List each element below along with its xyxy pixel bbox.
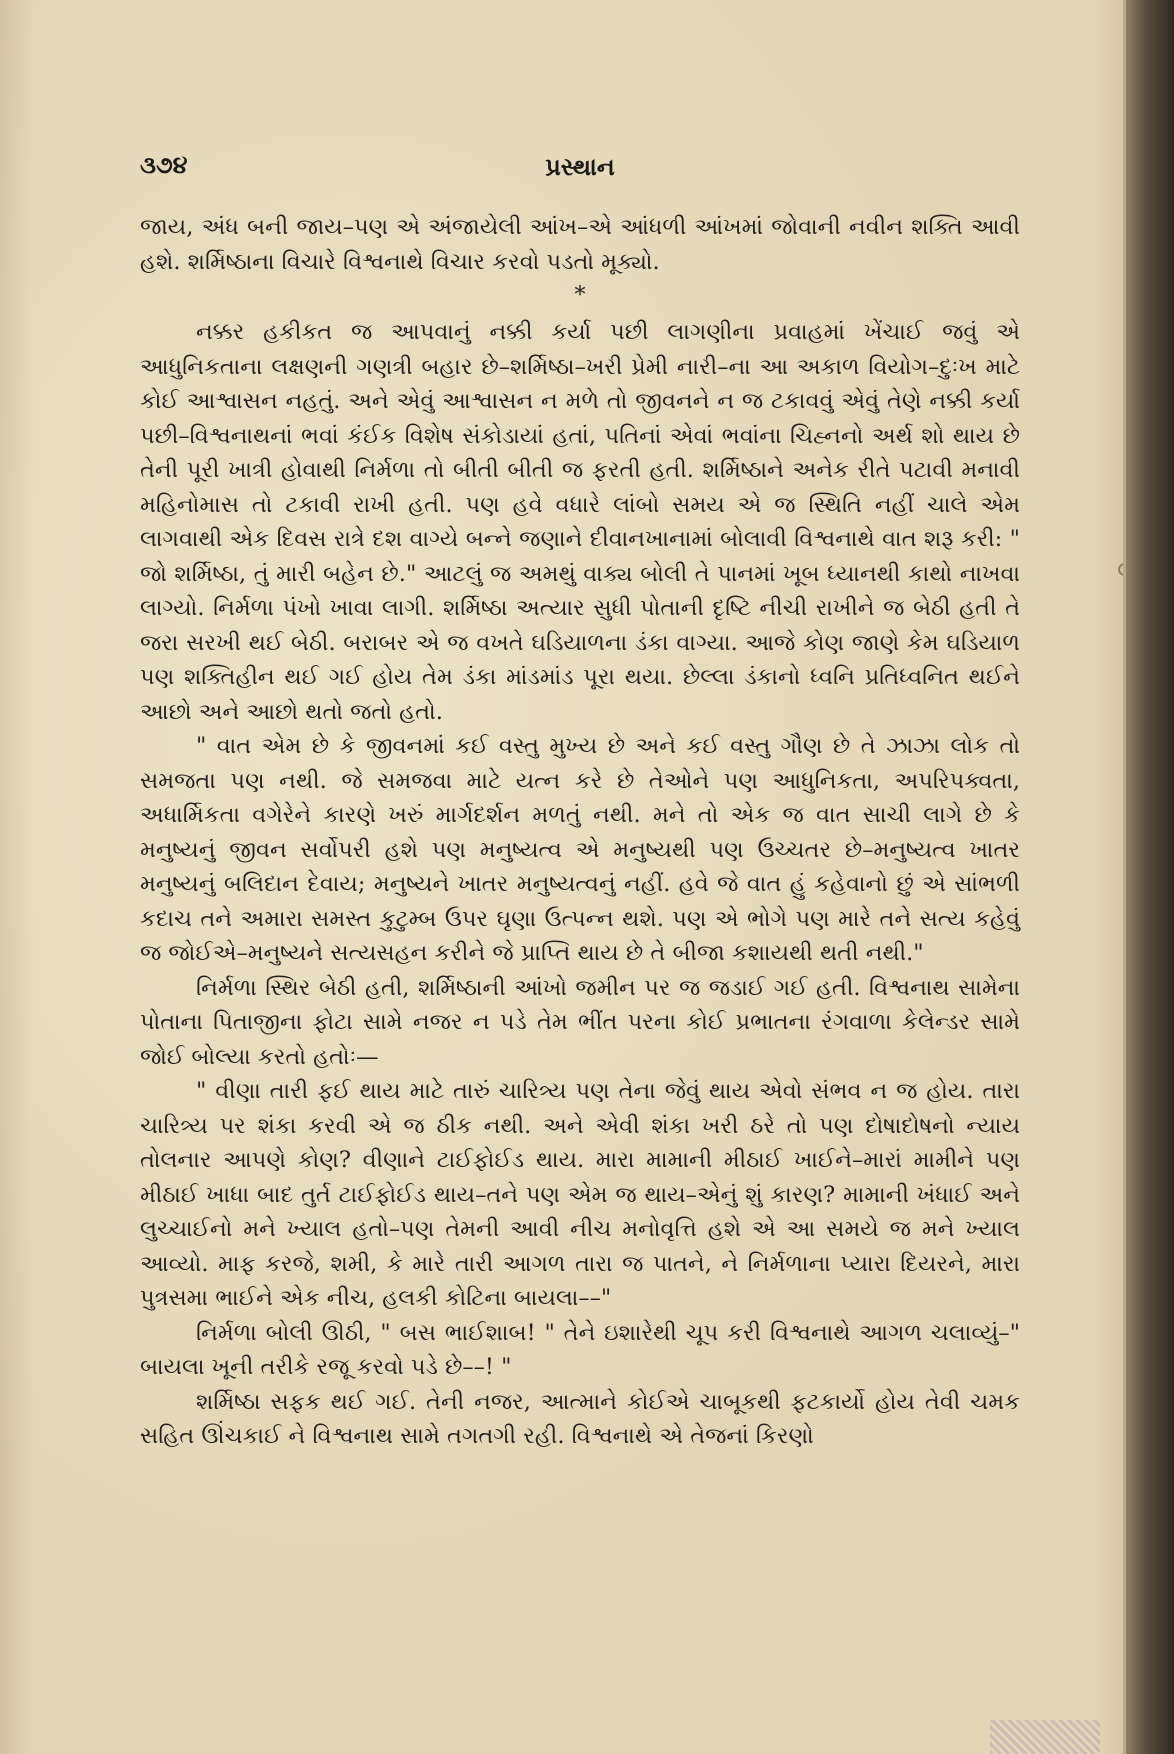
page-header — [140, 150, 1020, 190]
page-number: ૩૭૪ — [140, 150, 188, 179]
paragraph: નિર્મળા સ્થિર બેઠી હતી, શર્મિષ્ઠાની આંખો જમીન પર જ જડાઈ ગઈ હતી. વિશ્વનાથ સામેના પોતાના પિતાજીના ફોટા સામે નજર ન પડે તેમ ભીંત પરના કોઈ પ્રભાતના રંગવાળા કેલેન્ડર સામે જોઈ બોલ્યા કરતો હતોઃ— — [140, 974, 1020, 1070]
paragraph: " વીણા તારી ફઈ થાય માટે તારું ચારિત્ર્ય પણ તેના જેવું થાય એવો સંભવ ન જ હોય. તારા ચારિત્ર્ય પર શંકા કરવી એ જ ઠીક નથી. અને એવી શંકા ખરી ઠરે તો પણ દોષાદોષનો ન્યાય તોલનાર આપણે કોણ? વીણાને ટાઈફોઈડ થાય. મારા મામાની મીઠાઈ ખાઈને–મારાં મામીને પણ મીઠાઈ ખાધા બાદ તુર્ત ટાઈફોઈડ થાય–તને પણ એમ જ થાય–એનું શું કારણ? મામાની ખંધાઈ અને લુચ્ચાઈનો મને ખ્યાલ હતો–પણ તેમની આવી નીચ મનોવૃત્તિ હશે એ આ સમયે જ મને ખ્યાલ આવ્યો. માફ કરજે, શમી, કે મારે તારી આગળ તારા જ પાતને, ને નિર્મળાના પ્યારા દિયરને, મારા પુત્રસમા ભાઈને એક નીચ, હલકી કોટિના બાયલા––" — [140, 1078, 1020, 1311]
section-separator: * — [574, 283, 586, 308]
paragraph: " વાત એમ છે કે જીવનમાં કઈ વસ્તુ મુખ્ય છે અને કઈ વસ્તુ ગૌણ છે તે ઝાઝા લોક તો સમજતા પણ નથી. જે સમજવા માટે યત્ન કરે છે તેઓને પણ આધુનિકતા, અપરિપક્વતા, અધાર્મિકતા વગેરેને કારણે ખરું માર્ગદર્શન મળતું નથી. મને તો એક જ વાત સાચી લાગે છે કે મનુષ્યનું જીવન સર્વોપરી હશે પણ મનુષ્યત્વ એ મનુષ્યથી પણ ઉચ્ચતર છે–મનુષ્યત્વ ખાતર મનુષ્યનું બલિદાન દેવાય; મનુષ્યને ખાતર મનુષ્યત્વનું નહીં. હવે જે વાત હું કહેવાનો છું એ સાંભળી કદાચ તને અમારા સમસ્ત કુટુમ્બ ઉપર ઘૃણા ઉત્પન્ન થશે. પણ એ ભોગે પણ મારે તને સત્ય કહેવું જ જોઈએ–મનુષ્યને સત્યસહન કરીને જે પ્રાપ્તિ થાય છે તે બીજા કશાયથી થતી નથી." — [140, 733, 1020, 966]
paragraph: નિર્મળા બોલી ઊઠી, " બસ ભાઈશાબ! " તેને ઇશારેથી ચૂપ કરી વિશ્વનાથે આગળ ચલાવ્યું–" બાયલા ખૂની તરીકે રજૂ કરવો પડે છે––! " — [140, 1319, 1020, 1380]
paragraph: નક્કર હકીકત જ આપવાનું નક્કી કર્યા પછી લાગણીના પ્રવાહમાં ખેંચાઈ જવું એ આધુનિકતાના લક્ષણની ગણત્રી બહાર છે–શર્મિષ્ઠા–ખરી પ્રેમી નારી–ના આ અકાળ વિયોગ–દુઃખ માટે કોઈ આશ્વાસન નહતું. અને એવું આશ્વાસન ન મળે તો જીવનને ન જ ટકાવવું એવું તેણે નક્કી કર્યા પછી–વિશ્વનાથનાં ભવાં કંઈક વિશેષ સંકોડાયાં હતાં, પતિનાં એવાં ભવાંના ચિહ્નનો અર્થ શો થાય છે તેની પૂરી ખાત્રી હોવાથી નિર્મળા તો બીતી બીતી જ ફરતી હતી. શર્મિષ્ઠાને અનેક રીતે પટાવી મનાવી મહિનોમાસ તો ટકાવી રાખી હતી. પણ હવે વધારે લાંબો સમય એ જ સ્થિતિ નહીં ચાલે એમ લાગવાથી એક દિવસ રાત્રે દશ વાગ્યે બન્ને જણાને દીવાનખાનામાં બોલાવી વિશ્વનાથે વાત શરૂ કરી: " જો શર્મિષ્ઠા, તું મારી બહેન છે." આટલું જ અમથું વાક્ય બોલી તે પાનમાં ખૂબ ધ્યાનથી કાથો નાખવા લાગ્યો. નિર્મળા પંખો ખાવા લાગી. શર્મિષ્ઠા અત્યાર સુધી પોતાની દૃષ્ટિ નીચી રાખીને જ બેઠી હતી તે જરા સરખી થઈ બેઠી. બરાબર એ જ વખતે ઘડિયાળના ડંકા વાગ્યા. આજે કોણ જાણે કેમ ઘડિયાળ પણ શક્તિહીન થઈ ગઈ હોય તેમ ડંકા માંડમાંડ પૂરા થયા. છેલ્લા ડંકાનો ધ્વનિ પ્રતિધ્વનિત થઈને આછો અને આછો થતો જતો હતો. — [140, 319, 1020, 725]
book-gutter — [1126, 0, 1174, 1754]
page-body — [140, 210, 1020, 1454]
library-stamp — [990, 1720, 1100, 1754]
paragraph: શર્મિષ્ઠા સફક થઈ ગઈ. તેની નજર, આત્માને કોઈએ ચાબૂકથી ફટકાર્યો હોય તેવી ચમક સહિત ઊંચકાઈ ને વિશ્વનાથ સામે તગતગી રહી. વિશ્વનાથે એ તેજનાં કિરણો — [140, 1388, 1020, 1449]
paragraph: જાય, અંધ બની જાય–પણ એ અંજાયેલી આંખ–એ આંધળી આંખમાં જોવાની નવીન શક્તિ આવી હશે. શર્મિષ્ઠાના વિચારે વિશ્વનાથે વિચાર કરવો પડતો મૂક્યો. — [140, 214, 1020, 275]
running-title: પ્રસ્થાન — [545, 152, 615, 181]
